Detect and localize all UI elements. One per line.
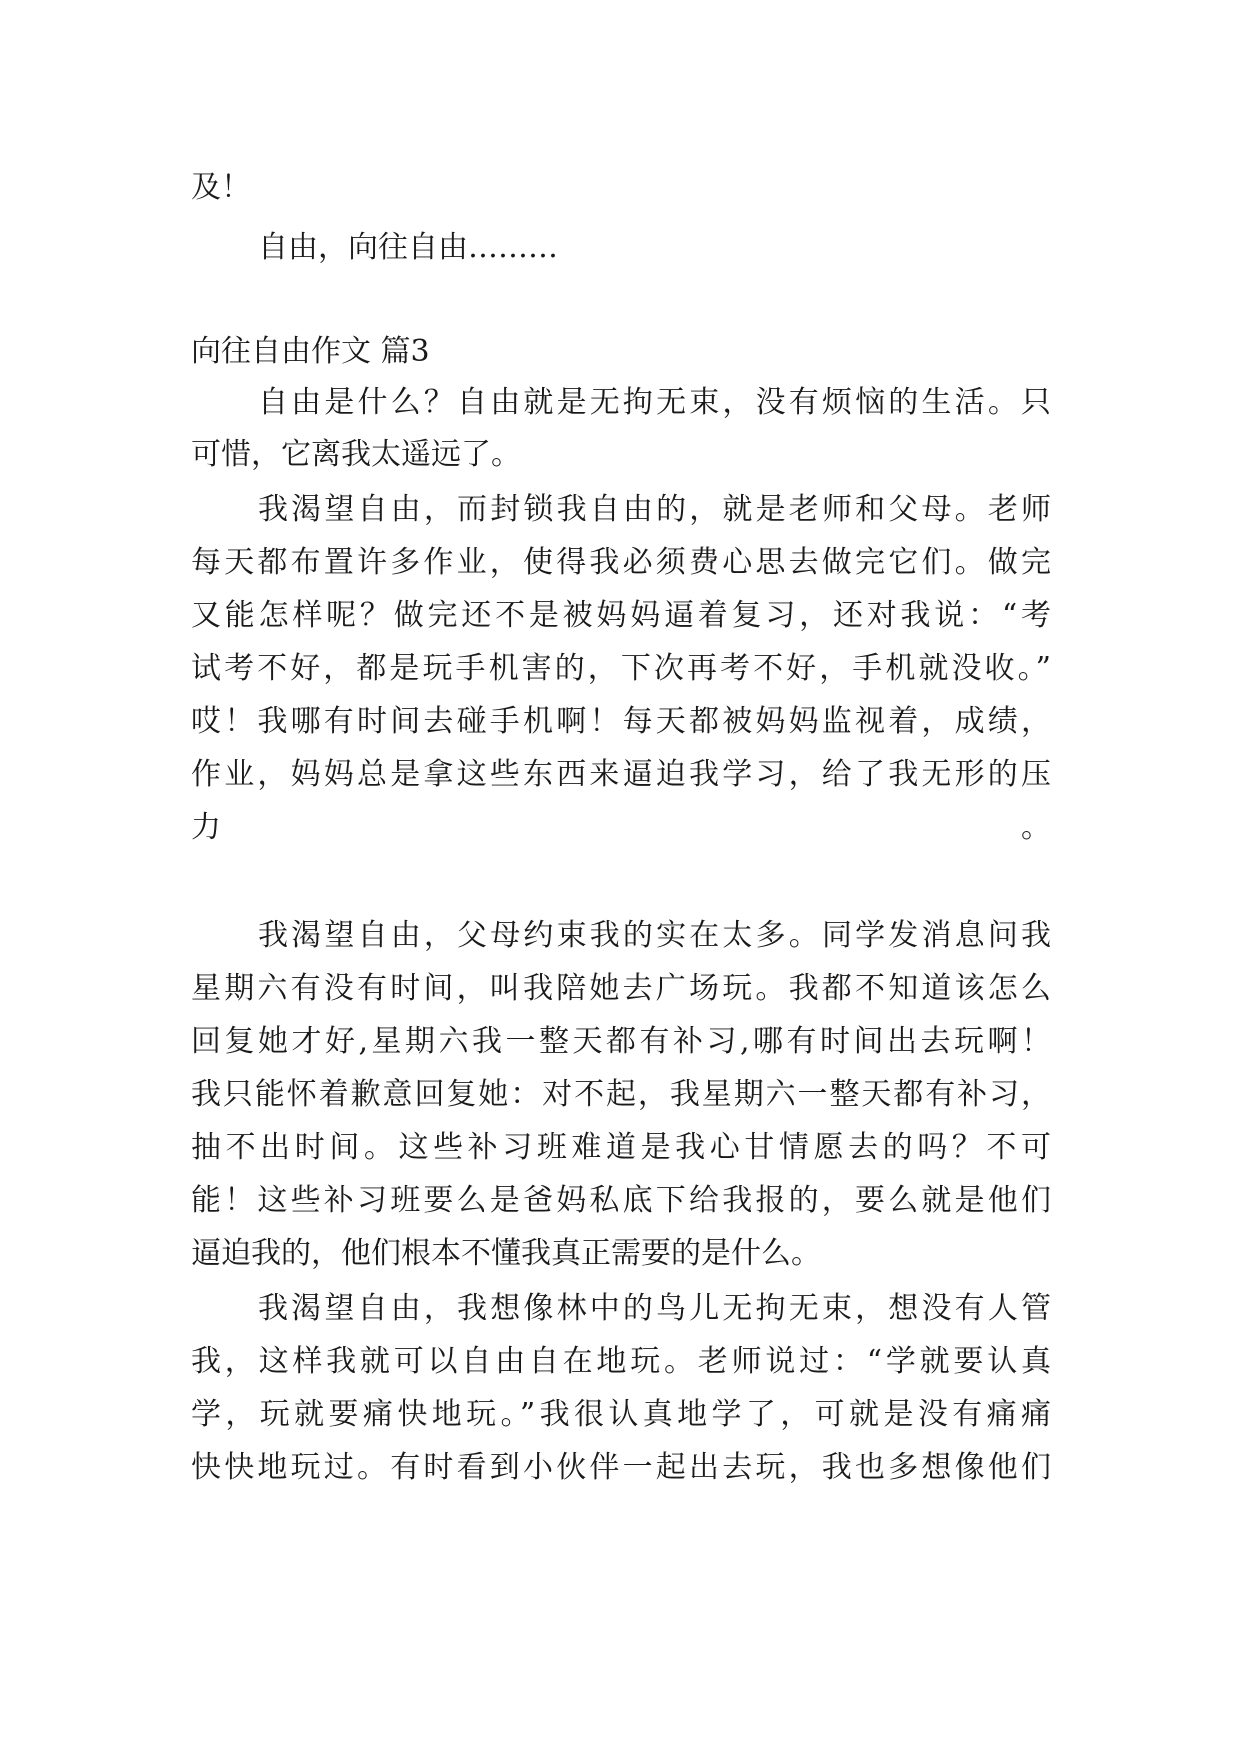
paragraph-line: 可惜，它离我太遥远了。 [191, 437, 521, 472]
text-line [0, 1279, 1241, 1339]
text-line [0, 1118, 1241, 1178]
paragraph-line: 能！这些补习班要么是爸妈私底下给我报的，要么就是他们 [191, 1183, 1051, 1218]
paragraph-line: 作业，妈妈总是拿这些东西来逼迫我学习，给了我无形的压 [191, 757, 1051, 792]
text-line [0, 373, 1241, 433]
text-line [0, 1171, 1241, 1231]
paragraph-line: 抽不出时间。这些补习班难道是我心甘情愿去的吗？不可 [191, 1130, 1051, 1165]
closing-line: 自由，向往自由……… [258, 230, 558, 265]
text-line [0, 692, 1241, 752]
paragraph-line: 自由是什么？自由就是无拘无束，没有烦恼的生活。只 [258, 385, 1051, 420]
text-line [0, 158, 1241, 218]
paragraph-end-fragment: 及！ [191, 170, 251, 205]
text-line [0, 906, 1241, 966]
text-line [0, 218, 1241, 278]
paragraph-line: 哎！我哪有时间去碰手机啊！每天都被妈妈监视着，成绩， [191, 704, 1051, 739]
text-line [0, 851, 1241, 911]
paragraph-line: 又能怎样呢？做完还不是被妈妈逼着复习，还对我说：“考 [191, 598, 1051, 633]
text-line [0, 798, 1241, 858]
section-heading: 向往自由作文 篇3 [191, 334, 430, 369]
text-line [0, 533, 1241, 593]
paragraph-line: 我渴望自由，父母约束我的实在太多。同学发消息问我 [258, 918, 1051, 953]
text-line [0, 1438, 1241, 1498]
text-line [0, 425, 1241, 485]
text-line [0, 1065, 1241, 1125]
paragraph-line: 我，这样我就可以自由自在地玩。老师说过：“学就要认真 [191, 1344, 1051, 1379]
text-line [0, 480, 1241, 540]
text-line [0, 959, 1241, 1019]
paragraph-line: 回复她才好,星期六我一整天都有补习,哪有时间出去玩啊！ [191, 1024, 1051, 1059]
paragraph-line: 星期六有没有时间，叫我陪她去广场玩。我都不知道该怎么 [191, 971, 1051, 1006]
text-line [0, 745, 1241, 805]
paragraph-line: 我渴望自由，我想像林中的鸟儿无拘无束，想没有人管 [258, 1291, 1051, 1326]
paragraph-line: 逼迫我的，他们根本不懂我真正需要的是什么。 [191, 1236, 821, 1271]
text-line [0, 1332, 1241, 1392]
paragraph-line: 我只能怀着歉意回复她：对不起，我星期六一整天都有补习， [191, 1077, 1051, 1112]
text-line [0, 586, 1241, 646]
paragraph-line: 学，玩就要痛快地玩。”我很认真地学了，可就是没有痛痛 [191, 1397, 1051, 1432]
paragraph-line: 快快地玩过。有时看到小伙伴一起出去玩，我也多想像他们 [191, 1450, 1051, 1485]
paragraph-line: 力。 [191, 810, 1051, 845]
text-line [0, 639, 1241, 699]
paragraph-line: 我渴望自由，而封锁我自由的，就是老师和父母。老师 [258, 492, 1051, 527]
text-line [0, 1224, 1241, 1284]
text-line [0, 1385, 1241, 1445]
text-line [0, 1012, 1241, 1072]
paragraph-line: 每天都布置许多作业，使得我必须费心思去做完它们。做完 [191, 545, 1051, 580]
paragraph-line: 试考不好，都是玩手机害的，下次再考不好，手机就没收。” [191, 651, 1051, 686]
